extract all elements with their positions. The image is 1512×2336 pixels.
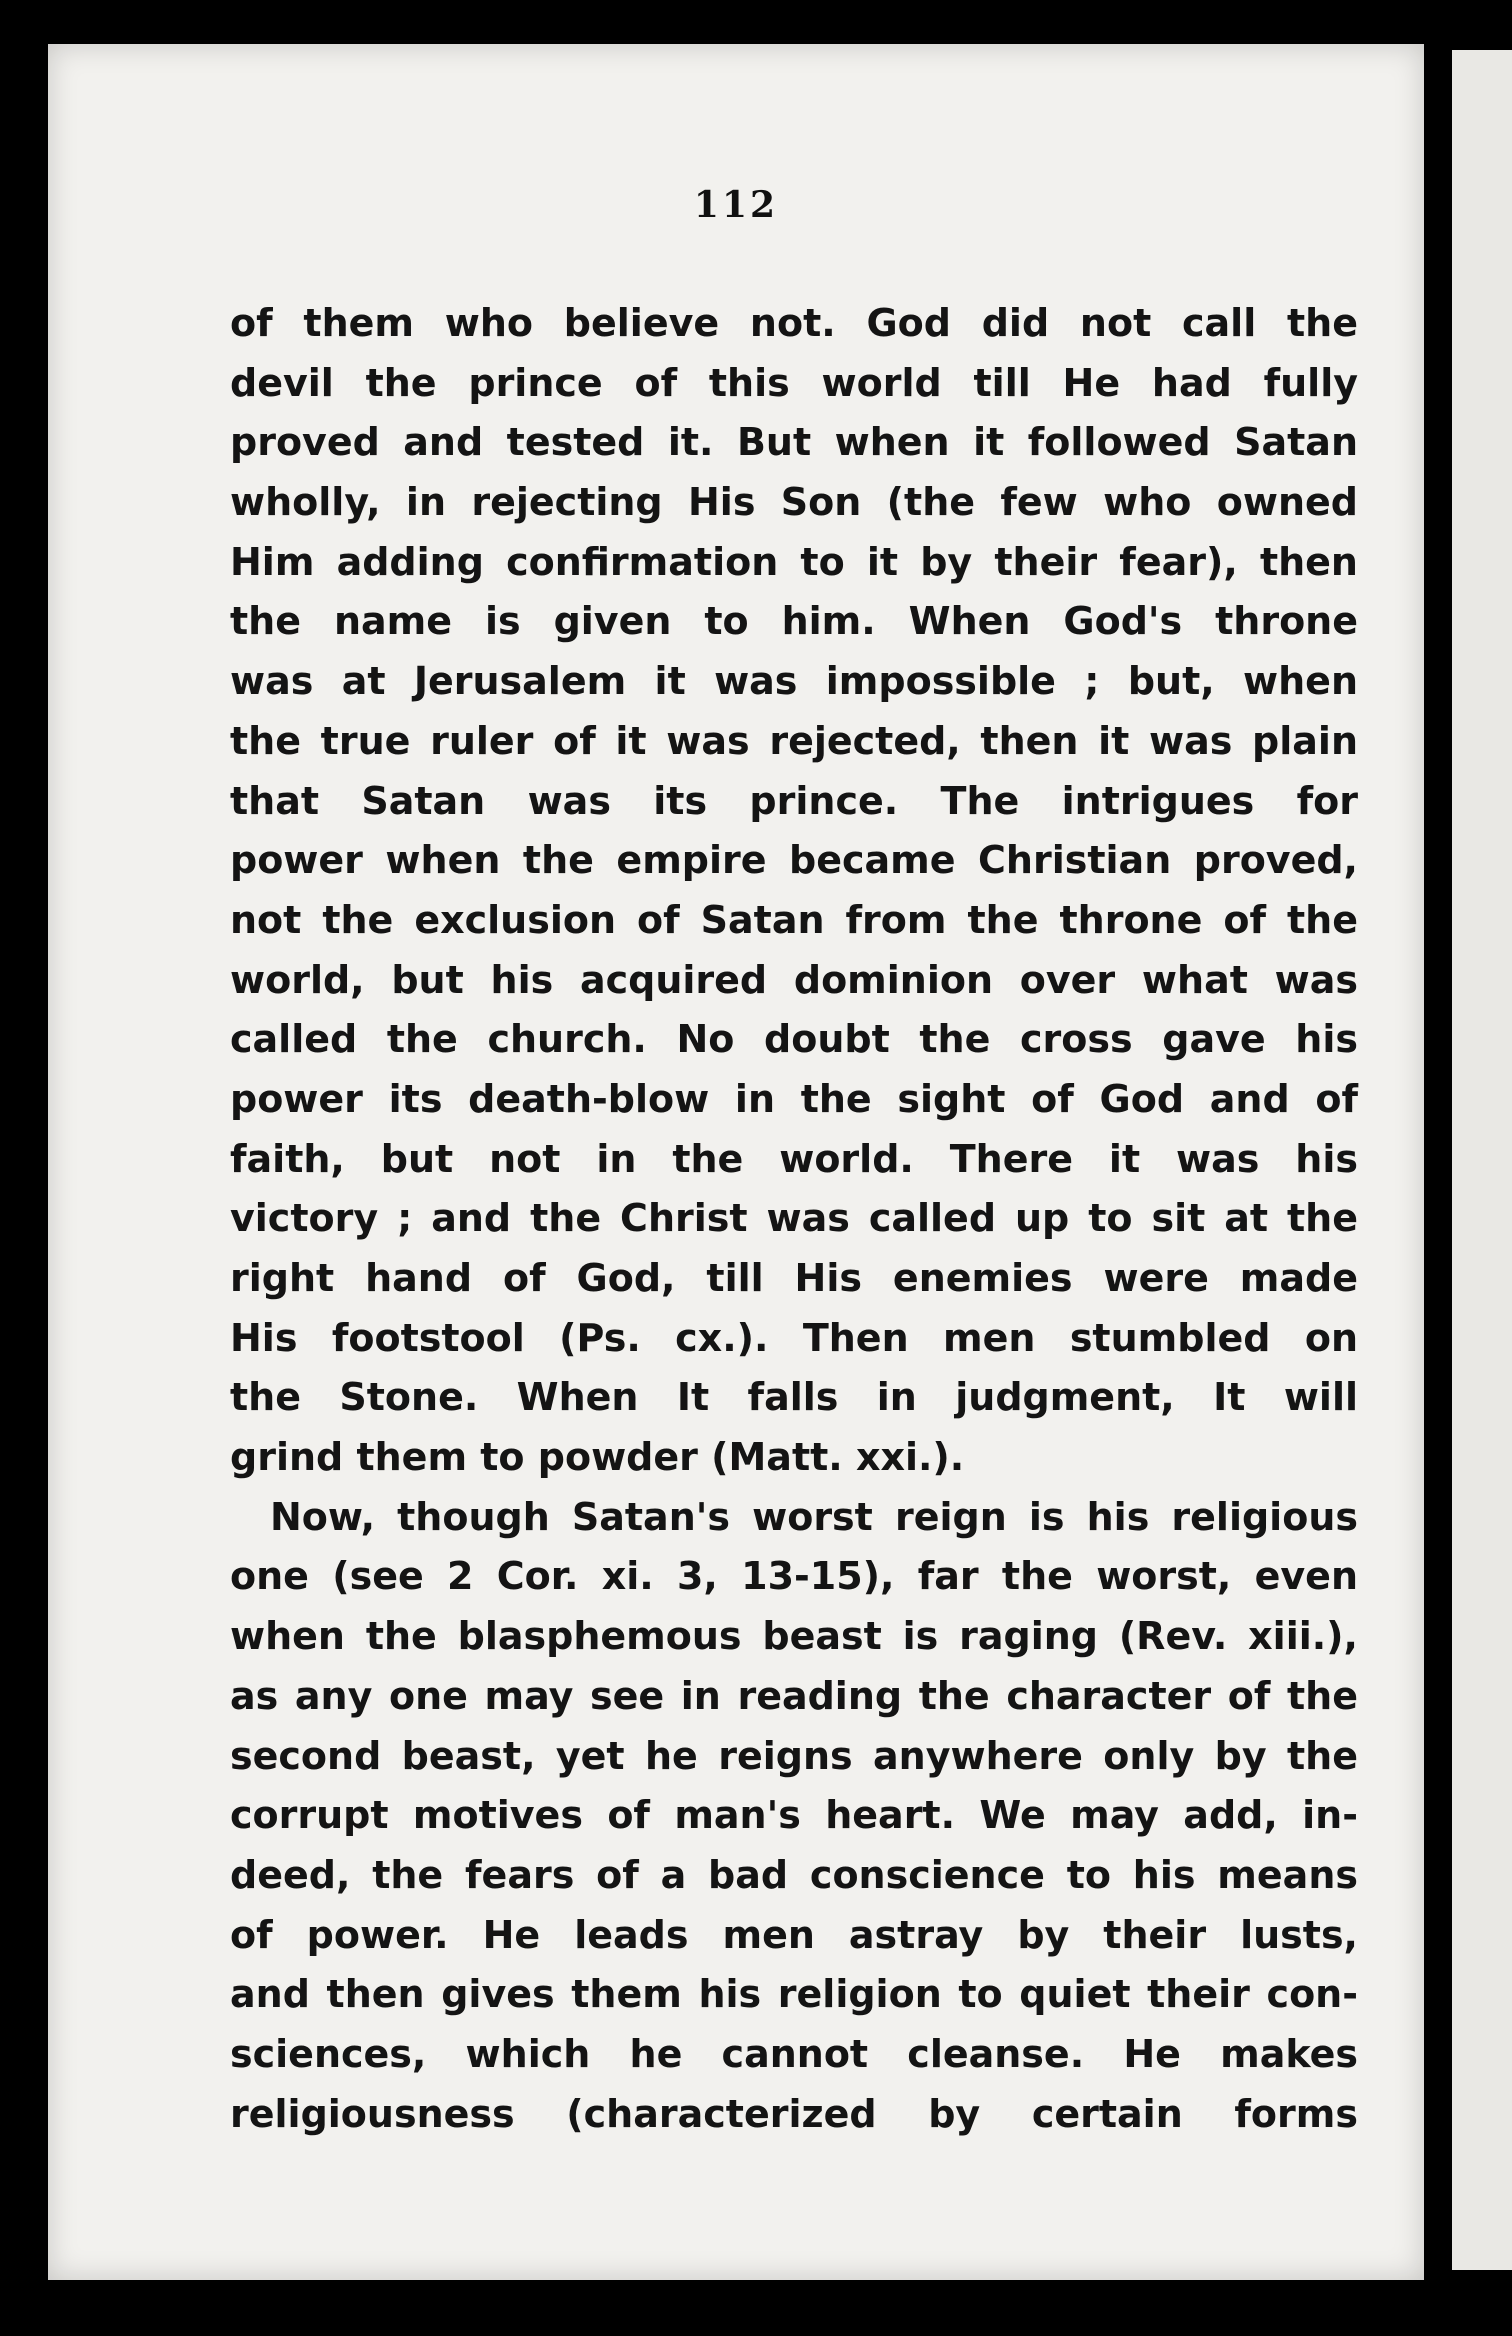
- text-line: power when the empire became Christian proved,: [230, 838, 1358, 883]
- text-line: power its death-blow in the sight of God and of: [230, 1076, 1358, 1121]
- text-line: wholly, in rejecting His Son (the few who owned: [230, 480, 1358, 525]
- text-line: world, but his acquired dominion over what was: [230, 957, 1358, 1002]
- text-line: victory ; and the Christ was called up to sit at the: [230, 1196, 1358, 1241]
- text-line: and then gives them his religion to quiet their con-: [230, 1972, 1358, 2017]
- book-page: [48, 44, 1424, 2280]
- text-line: the true ruler of it was rejected, then it was plain: [230, 718, 1358, 763]
- text-line: Now, though Satan's worst reign is his religious: [270, 1494, 1358, 1539]
- text-line: deed, the fears of a bad conscience to his means: [230, 1852, 1358, 1897]
- text-line: as any one may see in reading the character of the: [230, 1673, 1358, 1718]
- text-line: faith, but not in the world. There it was his: [230, 1136, 1358, 1181]
- text-line: sciences, which he cannot cleanse. He makes: [230, 2031, 1358, 2076]
- text-line: His footstool (Ps. cx.). Then men stumbled on: [230, 1315, 1358, 1360]
- text-line: proved and tested it. But when it followed Satan: [230, 420, 1358, 465]
- text-line: devil the prince of this world till He had fully: [230, 360, 1358, 405]
- text-line: not the exclusion of Satan from the throne of the: [230, 897, 1358, 942]
- page-body-text: [230, 294, 1358, 2144]
- text-line: religiousness (characterized by certain forms: [230, 2091, 1358, 2136]
- text-line: of them who believe not. God did not call the: [230, 301, 1358, 345]
- text-line: grind them to powder (Matt. xxi.).: [230, 1435, 965, 1480]
- text-line: Him adding confirmation to it by their fear), then: [230, 539, 1358, 584]
- text-line: the name is given to him. When God's throne: [230, 599, 1358, 644]
- text-line: the Stone. When It falls in judgment, It will: [230, 1375, 1358, 1420]
- text-line: one (see 2 Cor. xi. 3, 13-15), far the worst, even: [230, 1554, 1358, 1599]
- text-line: of power. He leads men astray by their lusts,: [230, 1912, 1358, 1957]
- text-line: when the blasphemous beast is raging (Rev. xiii.),: [230, 1614, 1358, 1659]
- text-line: second beast, yet he reigns anywhere only by the: [230, 1733, 1358, 1778]
- text-line: was at Jerusalem it was impossible ; but, when: [230, 659, 1358, 704]
- text-line: right hand of God, till His enemies were made: [230, 1256, 1358, 1300]
- text-line: that Satan was its prince. The intrigues for: [230, 778, 1358, 823]
- text-line: corrupt motives of man's heart. We may add, in-: [230, 1793, 1358, 1838]
- adjacent-page-edge: [1452, 50, 1512, 2270]
- text-line: called the church. No doubt the cross gave his: [230, 1017, 1358, 1062]
- page-number: 112: [693, 184, 779, 226]
